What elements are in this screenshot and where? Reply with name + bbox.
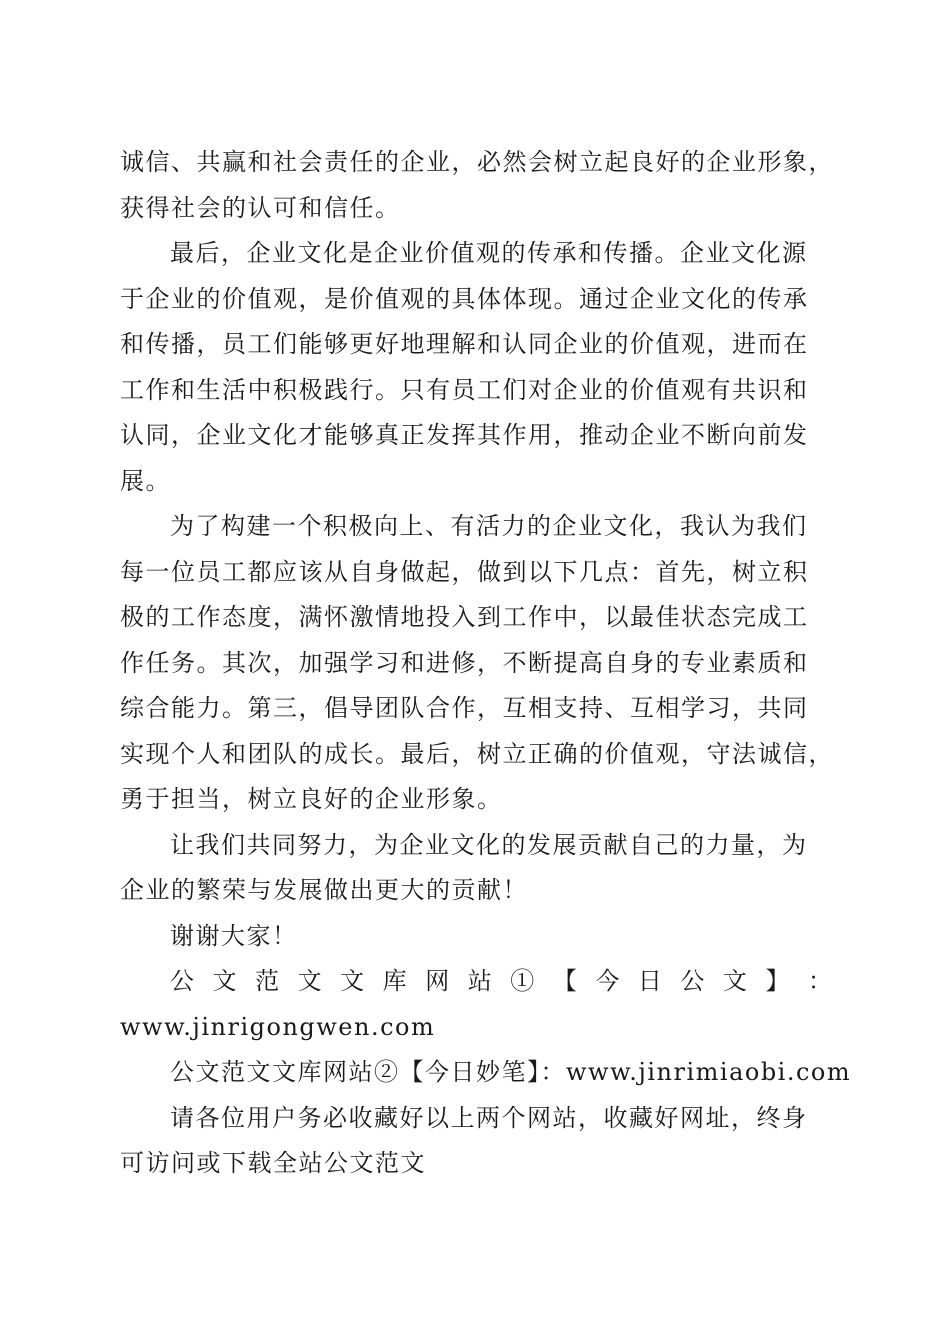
text-line: 获得社会的认可和信任。 xyxy=(120,193,401,222)
text-line: 诚信、共赢和社会责任的企业，必然会树立起良好的企业形象， xyxy=(120,148,834,176)
paragraph-start: 让我们共同努力，为企业文化的发展贡献自己的力量，为 xyxy=(170,830,808,859)
text-line: 工作和生活中积极践行。只有员工们对企业的价值观有共识和 xyxy=(120,375,809,404)
website-one-url: www.jinrigongwen.com xyxy=(120,1012,436,1041)
document-page xyxy=(120,140,852,1187)
paragraph-start: 为了构建一个积极向上、有活力的企业文化，我认为我们 xyxy=(170,512,808,540)
text-line: 于企业的价值观，是价值观的具体体现。通过企业文化的传承 xyxy=(120,284,809,313)
text-line: 可访问或下载全站公文范文 xyxy=(120,1149,426,1177)
text-line: 展。 xyxy=(120,466,171,495)
website-one-label: 公 文 范 文 文 库 网 站 ① 【 今 日 公 文 】 ： xyxy=(170,967,832,995)
text-line: 极的工作态度，满怀激情地投入到工作中，以最佳状态完成工 xyxy=(120,603,809,631)
text-line: 认同，企业文化才能够真正发挥其作用，推动企业不断向前发 xyxy=(120,421,809,449)
closing-thanks: 谢谢大家！ xyxy=(170,921,298,950)
paragraph-start: 请各位用户务必收藏好以上两个网站，收藏好网址，终身 xyxy=(170,1103,808,1132)
text-line: 每一位员工都应该从自身做起，做到以下几点：首先，树立积 xyxy=(120,557,809,586)
text-line: 企业的繁荣与发展做出更大的贡献！ xyxy=(120,876,528,904)
text-line: 勇于担当，树立良好的企业形象。 xyxy=(120,785,503,813)
paragraph-start: 最后，企业文化是企业价值观的传承和传播。企业文化源 xyxy=(170,239,808,267)
website-two: 公文范文文库网站②【今日妙笔】：www.jinrimiaobi.com xyxy=(170,1058,852,1086)
text-line: 和传播，员工们能够更好地理解和认同企业的价值观，进而在 xyxy=(120,330,809,358)
text-line: 实现个人和团队的成长。最后，树立正确的价值观，守法诚信， xyxy=(120,739,834,768)
text-line: 综合能力。第三，倡导团队合作，互相支持、互相学习，共同 xyxy=(120,694,809,722)
text-line: 作任务。其次，加强学习和进修，不断提高自身的专业素质和 xyxy=(120,648,809,677)
